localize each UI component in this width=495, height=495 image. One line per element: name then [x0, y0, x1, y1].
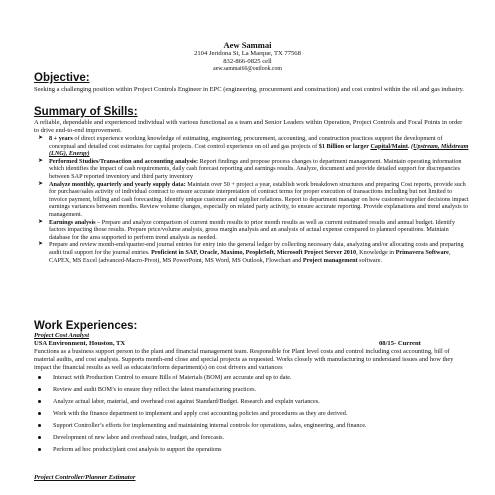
job1-dates: 08/15- Current: [379, 340, 421, 347]
work-heading: Work Experiences:: [34, 320, 138, 332]
email: aew.sammai66@outlook.com: [213, 66, 282, 72]
duty-item: Support Controller’s efforts for implementing and maintaining internal controls for operations, sales, engineering, and finance.: [34, 422, 464, 430]
arrow-bullet-icon: ➤: [38, 241, 44, 248]
objective-text: Seeking a challenging position within Project Controls Engineer in EPC (engineering, procurement and construction) and cost control within the oil and gas industry.: [34, 86, 464, 93]
bullet-dot-icon: [38, 388, 41, 391]
skill-item: ➤ 8 + years of direct experience working knowledge of estimating, engineering, procurement, accounting, and construction practices support the development of conceptual and detailed cost estimates for capital projects. Cost control experience on oil and gas projects of $1 Billion or larger Capital/Maint. (Upstream, Midstream (LNG), Energy): [38, 135, 469, 158]
address: 2104 Jeridona St, La Marque, TX 77568: [194, 50, 301, 57]
job1-duties: [34, 374, 464, 458]
duty-item: Interact with Production Control to ensure Bills of Materials (BOM) are accurate and up to date.: [34, 374, 464, 382]
job1-company-row: [34, 340, 464, 347]
job1-company: USA Environment, Houston, TX: [34, 340, 126, 347]
job2-position: Project Controller/Planner Estimator: [34, 474, 136, 481]
duty-item: Development of new labor and overhead rates, budget, and forecasts.: [34, 434, 464, 442]
bullet-dot-icon: [38, 412, 41, 415]
job1-position: Project Cost Analyst: [34, 332, 90, 339]
arrow-bullet-icon: ➤: [38, 157, 44, 164]
job1-summary: Functions as a business support person to the plant and financial management team. Responsible for Plant level costs and control including cost accounting, bill of material audits, and cost analysis. Supports month-end close and special projects as requested. Works closely with manufacturing to understand issues and how they impact the financial results as well as educate/inform department(s) on cost drivers and variances: [34, 348, 454, 371]
skills-intro: A reliable, dependable and experienced individual with various functional as a team and Senior Leaders within Operation, Project Controls and Focal Points in order to drive end-to-end improvement.: [34, 119, 463, 134]
bullet-dot-icon: [38, 376, 41, 379]
skills-heading: Summary of Skills:: [34, 106, 138, 118]
arrow-bullet-icon: ➤: [38, 135, 44, 141]
skill-item: ➤ Performed Studies/Transaction and accounting analysis: Report findings and propose process changes to department management. Maintain operating information which identifies the impact of cash requirements, daily cash forecast reporting and earnings results. Analyze, document and provide detailed support for discrepancies between SAP reported inventory and third party inventory: [38, 157, 462, 180]
objective-heading: Objective:: [34, 72, 90, 84]
duty-item: Work with the finance department to implement and apply cost accounting policies and procedures as they are derived.: [34, 410, 464, 418]
skills-list: [34, 135, 470, 264]
arrow-bullet-icon: ➤: [38, 180, 44, 187]
phone: 832-866-0825 cell: [223, 58, 272, 65]
bullet-dot-icon: [38, 400, 41, 403]
duty-item: Analyze actual labor, material, and overhead cost against Standard/Budget. Research and explain variances.: [34, 398, 464, 406]
bullet-dot-icon: [38, 448, 41, 451]
applicant-name: Aew Sammai: [223, 40, 272, 50]
skill-item: ➤ Analyze monthly, quarterly and yearly supply data: Maintain over 50 + project a year, establish work breakdown structures and preparing Cost reports, provide such for purchase/sales activity of individual contract to ensure accurate interpretation of contract terms for proper execution of transactions including but not limited to invoice payment, billing and cash forecasting. Identify unique customer and supplier relations. Report to department manager on how customer/supplier decisions impact earnings variances between months. Review volume changes, especially on related party activity, to ensure accurate reporting. Provide explanations and trend analysis to management.: [38, 180, 469, 218]
bullet-dot-icon: [38, 424, 41, 427]
arrow-bullet-icon: ➤: [38, 218, 44, 225]
duty-item: Perform ad hoc product/plant cost analysis to support the operations: [34, 446, 464, 454]
duty-item: Review and audit BOM’s to ensure they reflect the latest manufacturing practices.: [34, 386, 464, 394]
bullet-dot-icon: [38, 436, 41, 439]
skill-item: ➤ Earnings analysis – Prepare and analyze comparison of current month results to prior month results as well as current estimated results and annual budget. Identify factors impacting those results. Prepare price/volume analysis, gross margin analysis and an analysis of actual expense compared to planned operations. Maintain database for the area supported to perform trend analysis as needed.: [38, 218, 456, 241]
skill-item: ➤ Prepare and review month-end/quarter-end journal entries for entry into the general ledger by collecting necessary data, analyzing and/or allocating costs and preparing audit trail support for the journal entries. Proficient in SAP, Oracle, Maximo, PeopleSoft, Microsoft Project Server 2010, Knowledge in Primavera Software, CAPEX, MS Excel (advanced-Macro-Pivot), MS PowerPoint, MS Word, MS Outlook, Flowchart and Project management software.: [38, 241, 464, 264]
